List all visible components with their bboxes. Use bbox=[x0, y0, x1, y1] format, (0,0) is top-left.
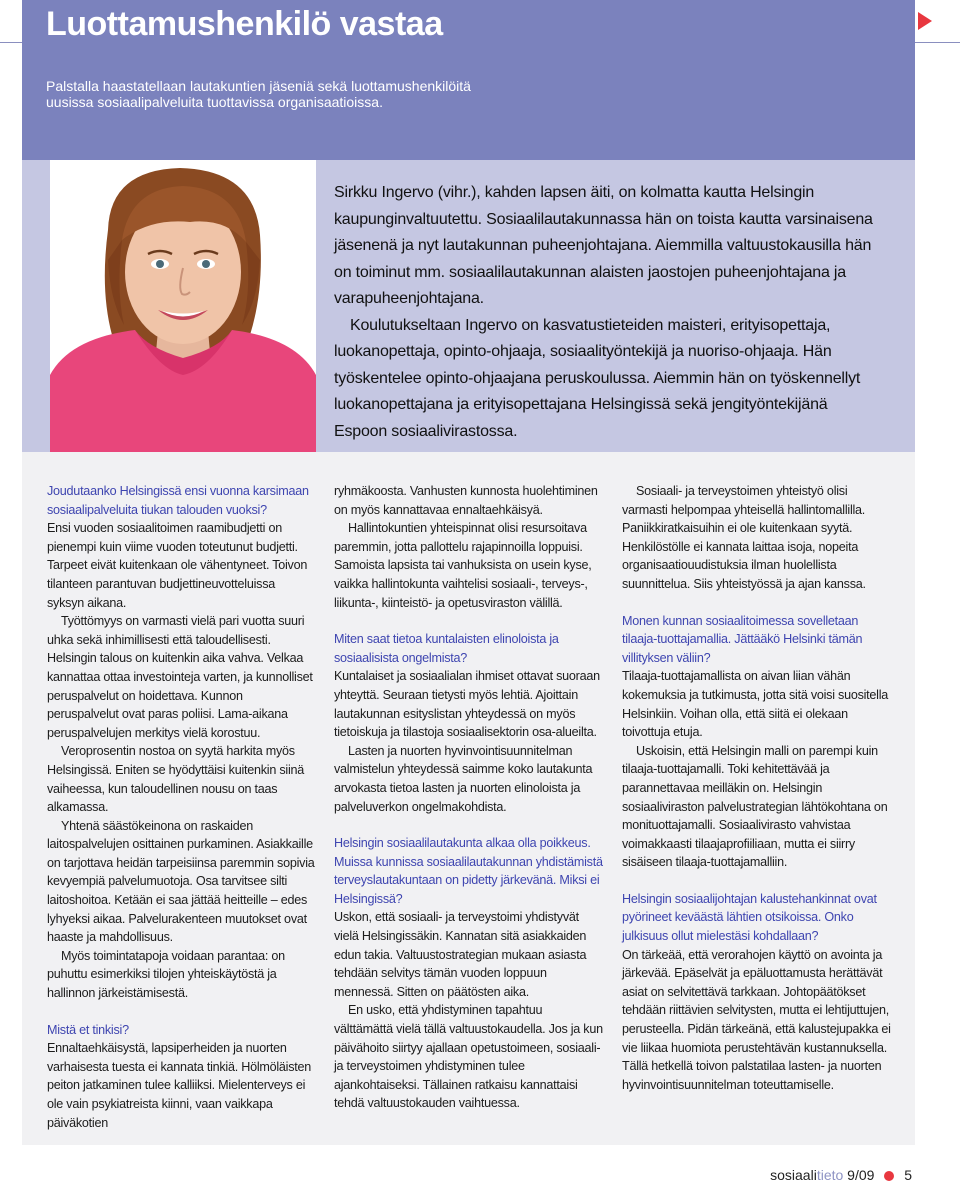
answer-paragraph: Sosiaali- ja terveystoimen yhteistyö olisi varmasti helpompaa yhteisellä hallintomallilla. Paniikkiratkaisuihin ei ole kuitenkaan syytä. Henkilöstölle ei kannata laittaa isoja, nopeita organisaatiouudistuksia ilman huolellista suunnittelua. Siis yhteistyössä ja ajan kanssa. bbox=[622, 484, 866, 591]
answer-paragraph: ryhmäkoosta. Vanhusten kunnosta huolehtiminen on myös kannattavaa ennaltaehkäisyä. bbox=[334, 484, 598, 517]
question: Mistä et tinkisi? bbox=[47, 1022, 129, 1037]
answer-paragraph: Kuntalaiset ja sosiaalialan ihmiset ottavat suoraan yhteyttä. Seuraan tietysti myös lehtiä. Ajoittain lautakunnan esityslistan yhteydessä on myös tietoiskuja ja tilastoja sosiaalisektorin osa-alueilta. bbox=[334, 669, 600, 740]
answer-paragraph: En usko, että yhdistyminen tapahtuu välttämättä vielä tällä valtuustokaudella. Jos ja kun päivähoito siirtyy ajallaan opetustoimeen, sosiaali- ja terveystoimen yhdistyminen tulee ajankohtaiseksi. Tällainen ratkaisu kannattaisi tehdä valtuustokauden vaihtuessa. bbox=[334, 1003, 603, 1111]
page-number: 5 bbox=[904, 1167, 912, 1183]
footer-issue: 9/09 bbox=[847, 1167, 875, 1183]
answer-paragraph: Yhtenä säästökeinona on raskaiden laitospalvelujen osittainen purkaminen. Asiakkaille on tarjottava heidän tarpeisiinsa paremmin sopivia kevyempiä palvelumuotoja. Osa tarvitsee silti laitoshoitoa. Ketään ei saa jättää heitteille – edes lyhyeksi aikaa. Palvelurakenteen muutokset ovat haaste ja mahdollisuus. bbox=[47, 818, 315, 945]
answer-paragraph: Myös toimintatapoja voidaan parantaa: on puhuttu esimerkiksi tilojen yhteiskäytöstä ja hallinnon järkeistämisestä. bbox=[47, 948, 285, 1001]
column-1 bbox=[47, 482, 315, 1132]
portrait-photo bbox=[50, 160, 316, 452]
answer-paragraph: Tilaaja-tuottajamallista on aivan liian vähän kokemuksia ja tutkimusta, jotta sitä voisi suositella Helsinkiin. Voihan olla, että siitä ei olekaan toivottuja etuja. bbox=[622, 669, 889, 740]
bio-text bbox=[334, 180, 874, 445]
question: Monen kunnan sosiaalitoimessa sovelletaan tilaaja-tuottajamallia. Jättääkö Helsinki tämän villityksen väliin? bbox=[622, 613, 863, 665]
bio-paragraph: Sirkku Ingervo (vihr.), kahden lapsen äiti, on kolmatta kautta Helsingin kaupunginvaltuutettu. Sosiaalilautakunnassa hän on toista kautta varsinaisena jäsenenä ja nyt lautakunnan puheenjohtajana. Aiemmilla valtuustokausilla hän on toiminut mm. sosiaalilautakunnan alaisten jaostojen puheenjohtajana ja varapuheenjohtajana. bbox=[334, 184, 873, 307]
footer-dot-icon bbox=[884, 1171, 894, 1181]
footer-brand bbox=[770, 1167, 843, 1183]
page-title: Luottamushenkilö vastaa bbox=[46, 5, 443, 43]
answer-paragraph: Ennaltaehkäisystä, lapsiperheiden ja nuorten varhaisesta tuesta ei kannata tinkiä. Hölmöläisten peiton jatkaminen tulee kalliiksi. Mielenterveys ei ole vain psykiatreista kiinni, vaan vaikkapa päiväkotien bbox=[47, 1041, 312, 1130]
intro-text: Palstalla haastatellaan lautakuntien jäseniä sekä luottamushenkilöitä uusissa sosiaalipalveluita tuottavissa organisaatioissa. bbox=[46, 78, 471, 110]
answer-paragraph: Hallintokuntien yhteispinnat olisi resursoitava paremmin, jotta pallottelu rajapinnoilla loppuisi. Samoista lapsista tai vanhuksista on usein kyse, vaikka hallintokunta vaihtelisi sosiaali-, terveys-, liikunta-, kiinteistö- ja opetusviraston välillä. bbox=[334, 521, 592, 610]
question: Helsingin sosiaalijohtajan kalustehankinnat ovat pyörineet keväästä lähtien otsikoissa. Onko julkisuus ollut mielestäsi kohdallaan? bbox=[622, 891, 877, 944]
answer-paragraph: On tärkeää, että verorahojen käyttö on avointa ja järkevää. Epäselvät ja epäluottamusta herättävät asiat on selvitettävä tarkkaan. Johtopäätökset tehdään riittävien selvitysten, mutta ei lehtijuttujen, perusteella. Pidän tärkeänä, että kalustejupakka ei vie liikaa huomiota perustehtävän kustannuksella. Tällä hetkellä toivon palstatilaa lasten- ja nuorten hyvinvointisuunnitelman toteuttamiselle. bbox=[622, 947, 891, 1092]
answer-paragraph: Ensi vuoden sosiaalitoimen raamibudjetti on pienempi kuin viime vuoden toteutunut budjetti. Tarpeet eivät kuitenkaan ole vähentyneet. Toivon tilanteen parantuvan budjettineuvotteluissa syksyn aikana. bbox=[47, 521, 308, 610]
column-3 bbox=[622, 482, 894, 1094]
question: Helsingin sosiaalilautakunta alkaa olla poikkeus. Muissa kunnissa sosiaalilautakunnan yhdistämistä terveyslautakuntaan on pidetty järkevänä. Miksi ei Helsingissä? bbox=[334, 836, 603, 906]
question: Miten saat tietoa kuntalaisten elinoloista ja sosiaalisista ongelmista? bbox=[334, 632, 559, 665]
footer-brand-part: tieto bbox=[816, 1167, 844, 1183]
bio-paragraph: Koulutukseltaan Ingervo on kasvatustieteiden maisteri, erityisopettaja, luokanopettaja, opinto-ohjaaja, sosiaalityöntekijä ja nuoriso-ohjaaja. Hän työskentelee opinto-ohjaajana peruskoulussa. Aiemmin hän on työskennellyt luokanopettajana ja erityisopettajana Helsingissä sekä jengityöntekijänä Espoon sosiaalivirastossa. bbox=[334, 316, 861, 440]
question: Joudutaanko Helsingissä ensi vuonna karsimaan sosiaalipalveluita tiukan talouden vuoksi? bbox=[47, 484, 309, 517]
page-footer bbox=[770, 1166, 912, 1184]
play-icon bbox=[918, 12, 932, 30]
answer-paragraph: Uskoisin, että Helsingin malli on parempi kuin tilaaja-tuottajamalli. Toki kehitettävää ja parannettavaa meilläkin on. Helsingin sosiaaliviraston palvelustrategian lähtökohtana on monituottajamalli. Sosiaalivirasto vahvistaa voimakkaasti tilaajaprofiiliaan, mutta ei siirry sisäiseen tilaaja-tuottajamalliin. bbox=[622, 743, 888, 870]
footer-brand-part: sosiaali bbox=[770, 1167, 817, 1183]
answer-paragraph: Veroprosentin nostoa on syytä harkita myös Helsingissä. Eniten se hyödyttäisi kuitenkin siinä vaiheessa, kun taloudellinen nousu on taas alkamassa. bbox=[47, 744, 305, 815]
column-2 bbox=[334, 482, 604, 1113]
answer-paragraph: Lasten ja nuorten hyvinvointisuunnitelman valmistelun yhteydessä saimme koko lautakunta arvokasta tietoa lasten ja nuorten elinoloista ja palveluverkon ongelmakohdista. bbox=[334, 743, 593, 814]
answer-paragraph: Uskon, että sosiaali- ja terveystoimi yhdistyvät vielä Helsingissäkin. Kannatan sitä asiakkaiden edun takia. Valtuustostrategian mukaan asiasta tehdään selvitys tämän vuoden loppuun mennessä. Sitten on päätösten aika. bbox=[334, 910, 587, 999]
answer-paragraph: Työttömyys on varmasti vielä pari vuotta suuri uhka sekä inhimillisesti että taloudellisesti. Helsingin talous on kuitenkin aika vahva. Velkaa kannattaa ottaa investointeja varten, ja kunnolliset peruspalvelut on hoidettava. Kunnon peruspalvelut ovat paras poliisi. Lama-aikana peruspalvelujen merkitys vielä korostuu. bbox=[47, 614, 313, 740]
